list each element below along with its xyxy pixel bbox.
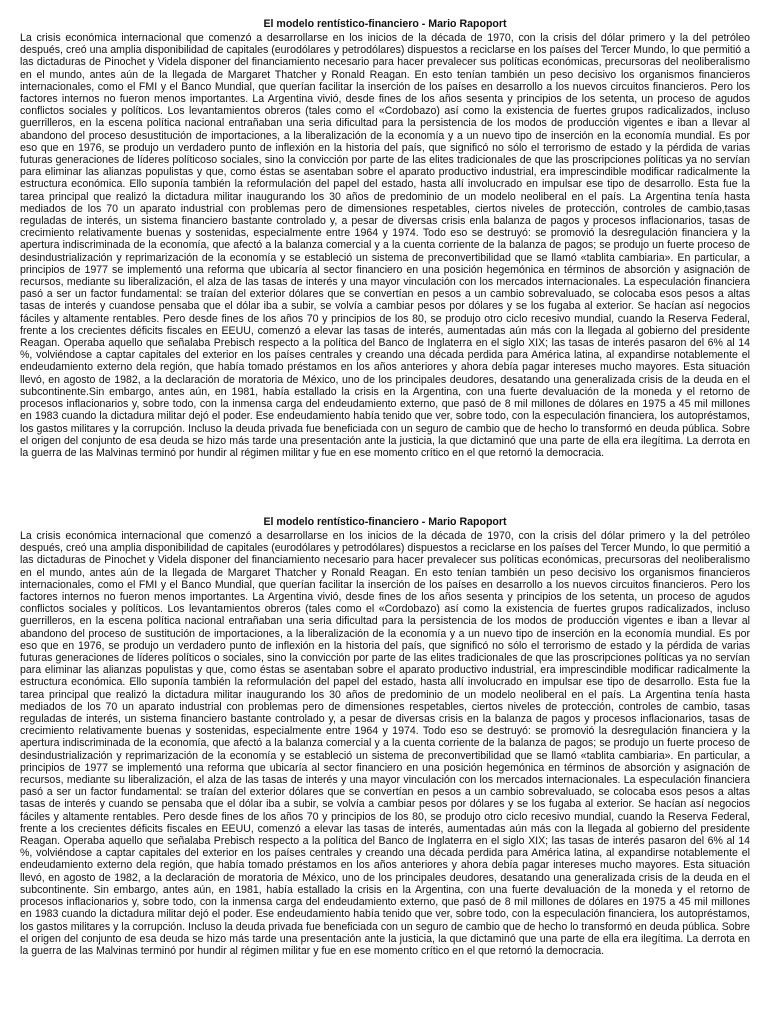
document-title: El modelo rentístico-financiero - Mario Rapoport	[263, 18, 507, 30]
document-copy-1	[20, 18, 750, 504]
document-title: El modelo rentístico-financiero - Mario Rapoport	[263, 516, 507, 528]
document-copy-2	[20, 516, 750, 1002]
document-body-text: La crisis económica internacional que comenzó a desarrollarse en los inicios de la década de 1970, con la crisis del dólar primero y la del petróleo después, creó una amplia disponibilidad de capitales (eurodólares y petrodólares) dispuestos a reciclarse en los países del Tercer Mundo, lo que permitió a las dictaduras de Pinochet y Videla disponer del financiamiento necesario para hacer prevalecer sus políticas económicas, precursoras del neoliberalismo en el mundo, antes aún de la llegada de Margaret Thatcher y Ronald Reagan. En esto tenían también un peso decisivo los organismos financieros internacionales, como el FMI y el Banco Mundial, que querían facilitar la inserción de los países en desarrollo a los nuevos circuitos financieros. Pero los factores internos no fueron menos importantes. La Argentina vivió, desde fines de los años sesenta y principios de los setenta, un proceso de agudos conflictos sociales y políticos. Los levantamientos obreros (tales como el «Cordobazo) así como la existencia de fuertes grupos radicalizados, incluso guerrilleros, en la escena política nacional entrañaban una seria dificultad para la persistencia de los modos de producción vigentes e iban a llevar al abandono del proceso de sustitución de importaciones, a la liberalización de la economía y a un nuevo tipo de inserción en la economía mundial. Es por eso que en 1976, se produjo un verdadero punto de inflexión en la historia del país, que significó no sólo el terrorismo de estado y la pérdida de varias futuras generaciones de líderes políticos o sociales, sino la convicción por parte de las elites tradicionales de que las proscripciones políticas ya no servían para eliminar las alianzas populistas y que, como éstas se asentaban sobre el aparato productivo industrial, era imprescindible modificar radicalmente la estructura económica. Ello suponía también la reformulación del papel del estado, hasta allí involucrado en impulsar ese tipo de desarrollo. Esta fue la tarea principal que realizó la dictadura militar inaugurando los 30 años de predominio de un modelo neoliberal en el país. La Argentina tenía hasta mediados de los 70 un aparato industrial con problemas pero de dimensiones respetables, ciertos niveles de protección, controles de cambio, tasas reguladas de interés, un sistema financiero bastante controlado y, a pesar de diversas crisis en la balanza de pagos y procesos inflacionarios, tasas de crecimiento relativamente buenas y sostenidas, especialmente entre 1964 y 1974. Todo eso se destruyó: se promovió la desregulación financiera y la apertura indiscriminada de la economía, que afectó a la balanza comercial y a la cuenta corriente de la balanza de pagos; se produjo un fuerte proceso de desindustrialización y reprimarización de la economía y se estableció un sistema de preconvertibilidad que se llamó «tablita cambiaria». En particular, a principios de 1977 se implementó una reforma que ubicaría al sector financiero en una posición hegemónica en términos de absorción y asignación de recursos, mediante su liberalización, el alza de las tasas de interés y una mayor vinculación con los mercados internacionales. La especulación financiera pasó a ser un factor fundamental: se traían del exterior dólares que se convertían en pesos a un cambio sobrevaluado, se colocaba esos pesos a altas tasas de interés y cuando se pensaba que el dólar iba a subir, se volvía a cambiar pesos por dólares y se los fugaba al exterior. Se hacían así negocios fáciles y altamente rentables. Pero desde fines de los años 70 y principios de los 80, se produjo otro ciclo recesivo mundial, cuando la Reserva Federal, frente a los crecientes déficits fiscales en EEUU, comenzó a elevar las tasas de interés, aumentadas aún más con la llegada al gobierno del presidente Reagan. Operaba aquello que señalaba Prebisch respecto a la política del Banco de Inglaterra en el siglo XIX; las tasas de interés pasaron del 6% al 14 %, volviéndose a captar capitales del exterior en los países centrales y creando una década perdida para América latina, al expandirse notablemente el endeudamiento externo dela región, que había tomado préstamos en los años anteriores y ahora debía pagar intereses mucho mayores. Esta situación llevó, en agosto de 1982, a la declaración de moratoria de México, uno de los principales deudores, desatando una generalizada crisis de la deuda en el subcontinente. Sin embargo, antes aún, en 1981, había estallado la crisis en la Argentina, con una fuerte devaluación de la moneda y el retorno de procesos inflacionarios y, sobre todo, con la inmensa carga del endeudamiento externo, que pasó de 8 mil millones de dólares en 1975 a 45 mil millones en 1983 cuando la dictadura militar dejó el poder. Ese endeudamiento había tenido que ver, sobre todo, con la especulación financiera, los autopréstamos, los gastos militares y la corrupción. Incluso la deuda privada fue beneficiada con un seguro de cambio que de hecho lo transformó en deuda pública. Sobre el origen del conjunto de esa deuda se hizo más tarde una presentación ante la justicia, la que dictaminó que una parte de ella era ilegítima. La derrota en la guerra de las Malvinas terminó por hundir al régimen militar y fue en ese momento crítico en el que retornó la democracia.	[20, 530, 750, 957]
document-page	[20, 18, 750, 1018]
document-body-text: La crisis económica internacional que comenzó a desarrollarse en los inicios de la década de 1970, con la crisis del dólar primero y la del petróleo después, creó una amplia disponibilidad de capitales (eurodólares y petrodólares) dispuestos a reciclarse en los países del Tercer Mundo, lo que permitió a las dictaduras de Pinochet y Videla disponer del financiamiento necesario para hacer prevalecer sus políticas económicas, precursoras del neoliberalismo en el mundo, antes aún de la llegada de Margaret Thatcher y Ronald Reagan. En esto tenían también un peso decisivo los organismos financieros internacionales, como el FMI y el Banco Mundial, que querían facilitar la inserción de los países en desarrollo a los nuevos circuitos financieros. Pero los factores internos no fueron menos importantes. La Argentina vivió, desde fines de los años sesenta y principios de los setenta, un proceso de agudos conflictos sociales y políticos. Los levantamientos obreros (tales como el «Cordobazo) así como la existencia de fuertes grupos radicalizados, incluso guerrilleros, en la escena política nacional entrañaban una seria dificultad para la persistencia de los modos de producción vigentes e iban a llevar al abandono del proceso desustitución de importaciones, a la liberalización de la economía y a un nuevo tipo de inserción en la economía mundial. Es por eso que en 1976, se produjo un verdadero punto de inflexión en la historia del país, que significó no sólo el terrorismo de estado y la pérdida de varias futuras generaciones de líderes políticoso sociales, sino la convicción por parte de las elites tradicionales de que las proscripciones políticas ya no servían para eliminar las alianzas populistas y que, como éstas se asentaban sobre el aparato productivo industrial, era imprescindible modificar radicalmente la estructura económica. Ello suponía también la reformulación del papel del estado, hasta allí involucrado en impulsar ese tipo de desarrollo. Esta fue la tarea principal que realizó la dictadura militar inaugurando los 30 años de predominio de un modelo neoliberal en el país. La Argentina tenía hasta mediados de los 70 un aparato industrial con problemas pero de dimensiones respetables, ciertos niveles de protección, controles de cambio,tasas reguladas de interés, un sistema financiero bastante controlado y, a pesar de diversas crisis enla balanza de pagos y procesos inflacionarios, tasas de crecimiento relativamente buenas y sostenidas, especialmente entre 1964 y 1974. Todo eso se destruyó: se promovió la desregulación financiera y la apertura indiscriminada de la economía, que afectó a la balanza comercial y a la cuenta corriente de la balanza de pagos; se produjo un fuerte proceso de desindustrialización y reprimarización de la economía y se estableció un sistema de preconvertibilidad que se llamó «tablita cambiaria». En particular, a principios de 1977 se implementó una reforma que ubicaría al sector financiero en una posición hegemónica en términos de absorción y asignación de recursos, mediante su liberalización, el alza de las tasas de interés y una mayor vinculación con los mercados internacionales. La especulación financiera pasó a ser un factor fundamental: se traían del exterior dólares que se convertían en pesos a un cambio sobrevaluado, se colocaba esos pesos a altas tasas de interés y cuandose pensaba que el dólar iba a subir, se volvía a cambiar pesos por dólares y se los fugaba al exterior. Se hacían así negocios fáciles y altamente rentables. Pero desde fines de los años 70 y principios de los 80, se produjo otro ciclo recesivo mundial, cuando la Reserva Federal, frente a los crecientes déficits fiscales en EEUU, comenzó a elevar las tasas de interés, aumentadas aún más con la llegada al gobierno del presidente Reagan. Operaba aquello que señalaba Prebisch respecto a la política del Banco de Inglaterra en el siglo XIX; las tasas de interés pasaron del 6% al 14 %, volviéndose a captar capitales del exterior en los países centrales y creando una década perdida para América latina, al expandirse notablemente el endeudamiento externo dela región, que había tomado préstamos en los años anteriores y ahora debía pagar intereses mucho mayores. Esta situación llevó, en agosto de 1982, a la declaración de moratoria de México, uno de los principales deudores, desatando una generalizada crisis de la deuda en el subcontinente.Sin embargo, antes aún, en 1981, había estallado la crisis en la Argentina, con una fuerte devaluación de la moneda y el retorno de procesos inflacionarios y, sobre todo, con la inmensa carga del endeudamiento externo, que pasó de 8 mil millones de dólares en 1975 a 45 mil millones en 1983 cuando la dictadura militar dejó el poder. Ese endeudamiento había tenido que ver, sobre todo, con la especulación financiera, los autopréstamos, los gastos militares y la corrupción. Incluso la deuda privada fue beneficiada con un seguro de cambio que de hecho lo transformó en deuda pública. Sobre el origen del conjunto de esa deuda se hizo más tarde una presentación ante la justicia, la que dictaminó que una parte de ella era ilegítima. La derrota en la guerra de las Malvinas terminó por hundir al régimen militar y fue en ese momento crítico en el que retornó la democracia.	[20, 32, 750, 459]
